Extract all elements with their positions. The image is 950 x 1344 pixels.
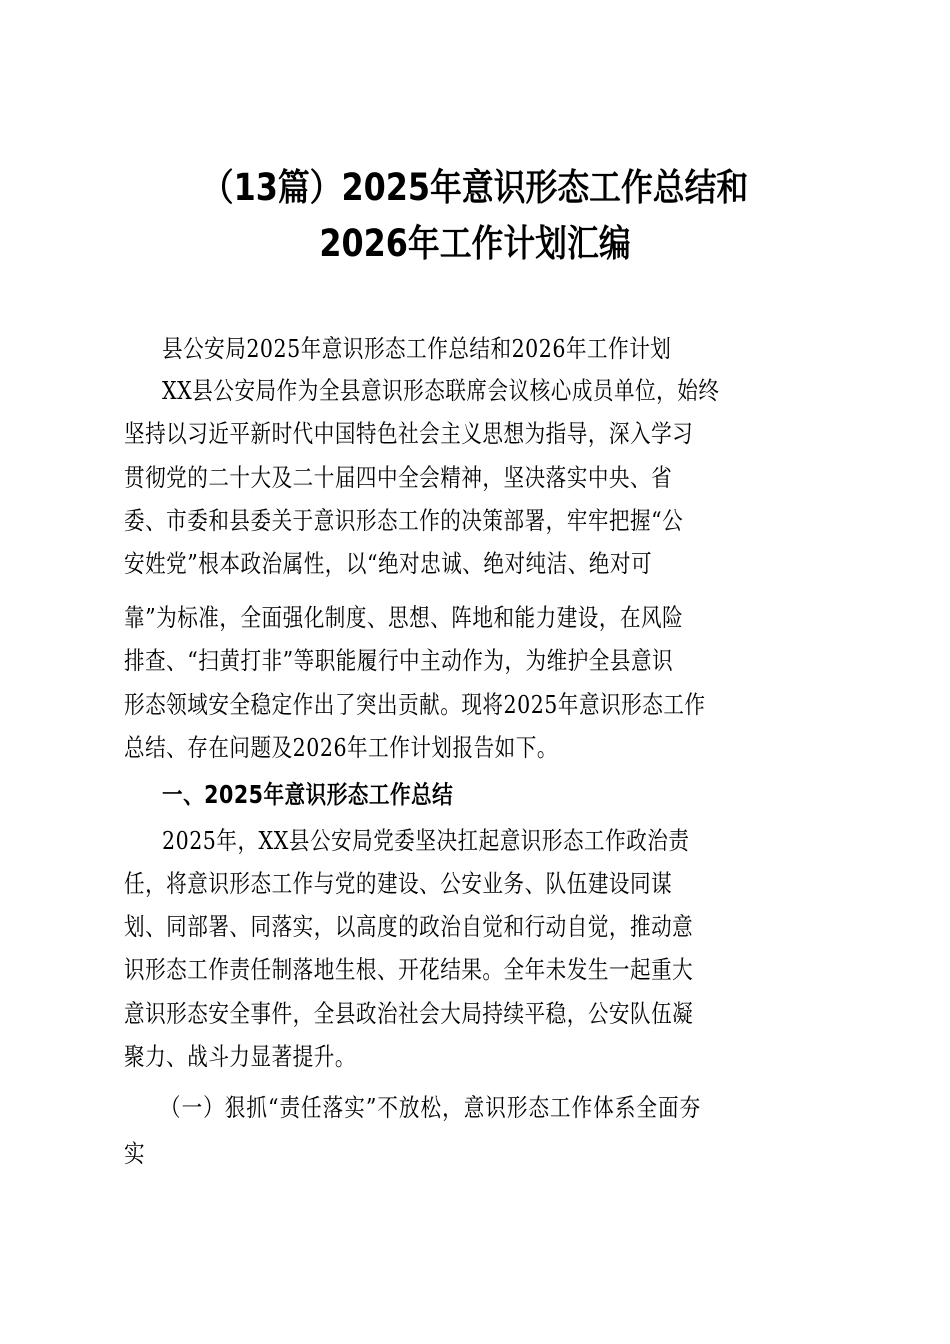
intro-line: 总结、存在问题及2026年工作计划报告如下。: [124, 733, 558, 762]
section-line: 2025年，XX县公安局党委坚决扛起意识形态工作政治责: [162, 826, 690, 855]
intro-line: 委、市委和县委关于意识形态工作的决策部署，牢牢把握“公: [124, 506, 684, 535]
intro-line: 坚持以习近平新时代中国特色社会主义思想为指导，深入学习: [124, 419, 694, 448]
document-title-line-1: （13篇）2025年意识形态工作总结和: [201, 166, 749, 209]
document-title-line-2: 2026年工作计划汇编: [319, 222, 631, 265]
intro-line: 安姓党”根本政治属性，以“绝对忠诚、绝对纯洁、绝对可: [124, 549, 653, 578]
subsection-heading-line: （一）狠抓“责任落实”不放松，意识形态工作体系全面夯: [160, 1093, 702, 1122]
section-line: 划、同部署、同落实，以高度的政治自觉和行动自觉，推动意: [124, 912, 694, 941]
section-line: 任，将意识形态工作与党的建设、公安业务、队伍建设同谋: [124, 869, 673, 898]
section-line: 意识形态安全事件，全县政治社会大局持续平稳，公安队伍凝: [124, 999, 694, 1028]
section-line: 聚力、战斗力显著提升。: [124, 1042, 356, 1071]
intro-line: XX县公安局作为全县意识形态联席会议核心成员单位，始终: [162, 376, 720, 405]
article-title: 县公安局2025年意识形态工作总结和2026年工作计划: [162, 334, 672, 363]
section-heading: 一、2025年意识形态工作总结: [162, 780, 454, 809]
intro-line: 贯彻党的二十大及二十届四中全会精神，坚决落实中央、省: [124, 463, 673, 492]
intro-line: 靠”为标准，全面强化制度、思想、阵地和能力建设，在风险: [124, 603, 684, 632]
intro-line: 排查、“扫黄打非”等职能履行中主动作为，为维护全县意识: [124, 646, 674, 675]
subsection-heading-line: 实: [124, 1139, 146, 1168]
intro-line: 形态领域安全稳定作出了突出贡献。现将2025年意识形态工作: [124, 690, 706, 719]
section-line: 识形态工作责任制落地生根、开花结果。全年未发生一起重大: [124, 955, 694, 984]
document-title: [0, 160, 950, 272]
